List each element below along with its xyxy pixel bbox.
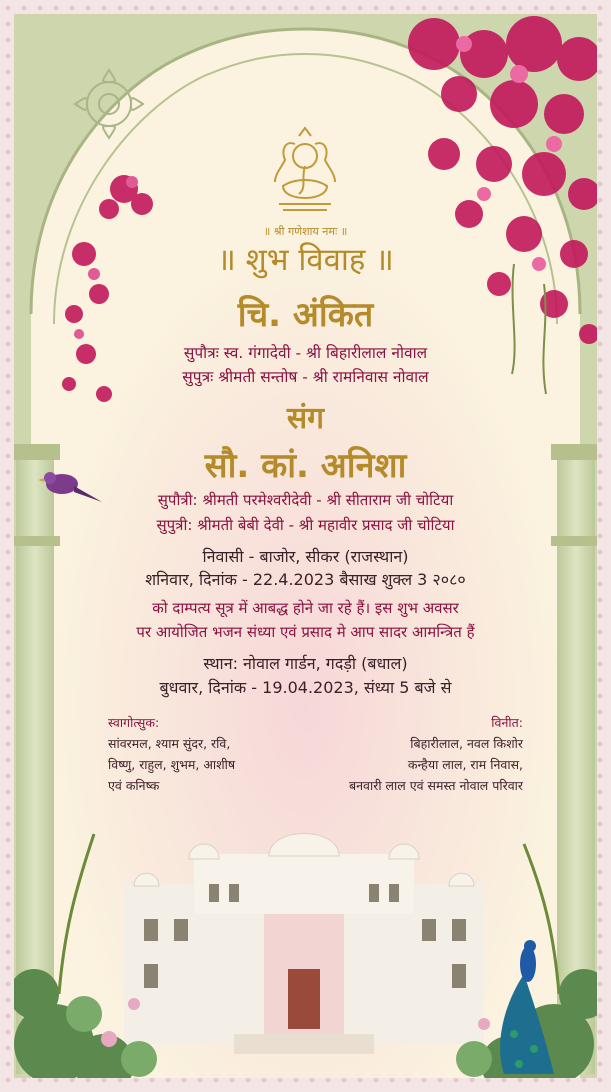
- sang-text: संग: [286, 401, 325, 436]
- bride-grandparents: सुपौत्री: श्रीमती परमेश्वरीदेवी - श्री सीताराम जी चोटिया: [157, 491, 454, 509]
- humble-line-2: कन्हैया लाल, राम निवास,: [407, 757, 523, 772]
- invite-line-1: को दाम्पत्य सूत्र में आबद्ध होने जा रहे हैं। इस शुभ अवसर: [152, 599, 459, 617]
- groom-grandparents: सुपौत्रः स्व. गंगादेवी - श्री बिहारीलाल नोवाल: [183, 344, 428, 362]
- welcome-line-3: एवं कनिष्क: [108, 778, 160, 793]
- groom-parents: सुपुत्रः श्रीमती सन्तोष - श्री रामनिवास नोवाल: [182, 368, 429, 386]
- bride-name: सौ. कां. अनिशा: [204, 446, 407, 486]
- humble-line-3: बनवारी लाल एवं समस्त नोवाल परिवार: [348, 778, 523, 793]
- humble-line-1: बिहारीलाल, नवल किशोर: [410, 736, 523, 751]
- welcome-heading: स्वागोत्सुक:: [108, 715, 160, 730]
- groom-name: चि. अंकित: [237, 295, 374, 335]
- wedding-title: ॥ शुभ विवाह ॥: [217, 242, 394, 278]
- humble-block: [349, 712, 523, 796]
- wedding-date: शनिवार, दिनांक - 22.4.2023 बैसाख शुक्ल 3 २०८०: [145, 570, 466, 589]
- invite-line-2: पर आयोजित भजन संध्या एवं प्रसाद मे आप सादर आमन्त्रित हैं: [136, 623, 475, 641]
- bride-parents: सुपुत्री: श्रीमती बेबी देवी - श्री महावीर प्रसाद जी चोटिया: [156, 516, 455, 534]
- residence-text: निवासी - बाजोर, सीकर (राजस्थान): [202, 547, 409, 566]
- venue-text: स्थान: नोवाल गार्डन, गदड़ी (बधाल): [203, 654, 408, 673]
- welcome-line-1: सांवरमल, श्याम सुंदर, रवि,: [108, 736, 231, 751]
- humble-heading: विनीत:: [491, 715, 523, 730]
- welcome-block: [108, 712, 235, 796]
- mantra-text: ॥ श्री गणेशाय नमः ॥: [263, 225, 348, 238]
- welcome-line-2: विष्णु, राहुल, शुभम, आशीष: [108, 757, 236, 772]
- event-date: बुधवार, दिनांक - 19.04.2023, संध्या 5 बजे से: [159, 678, 452, 697]
